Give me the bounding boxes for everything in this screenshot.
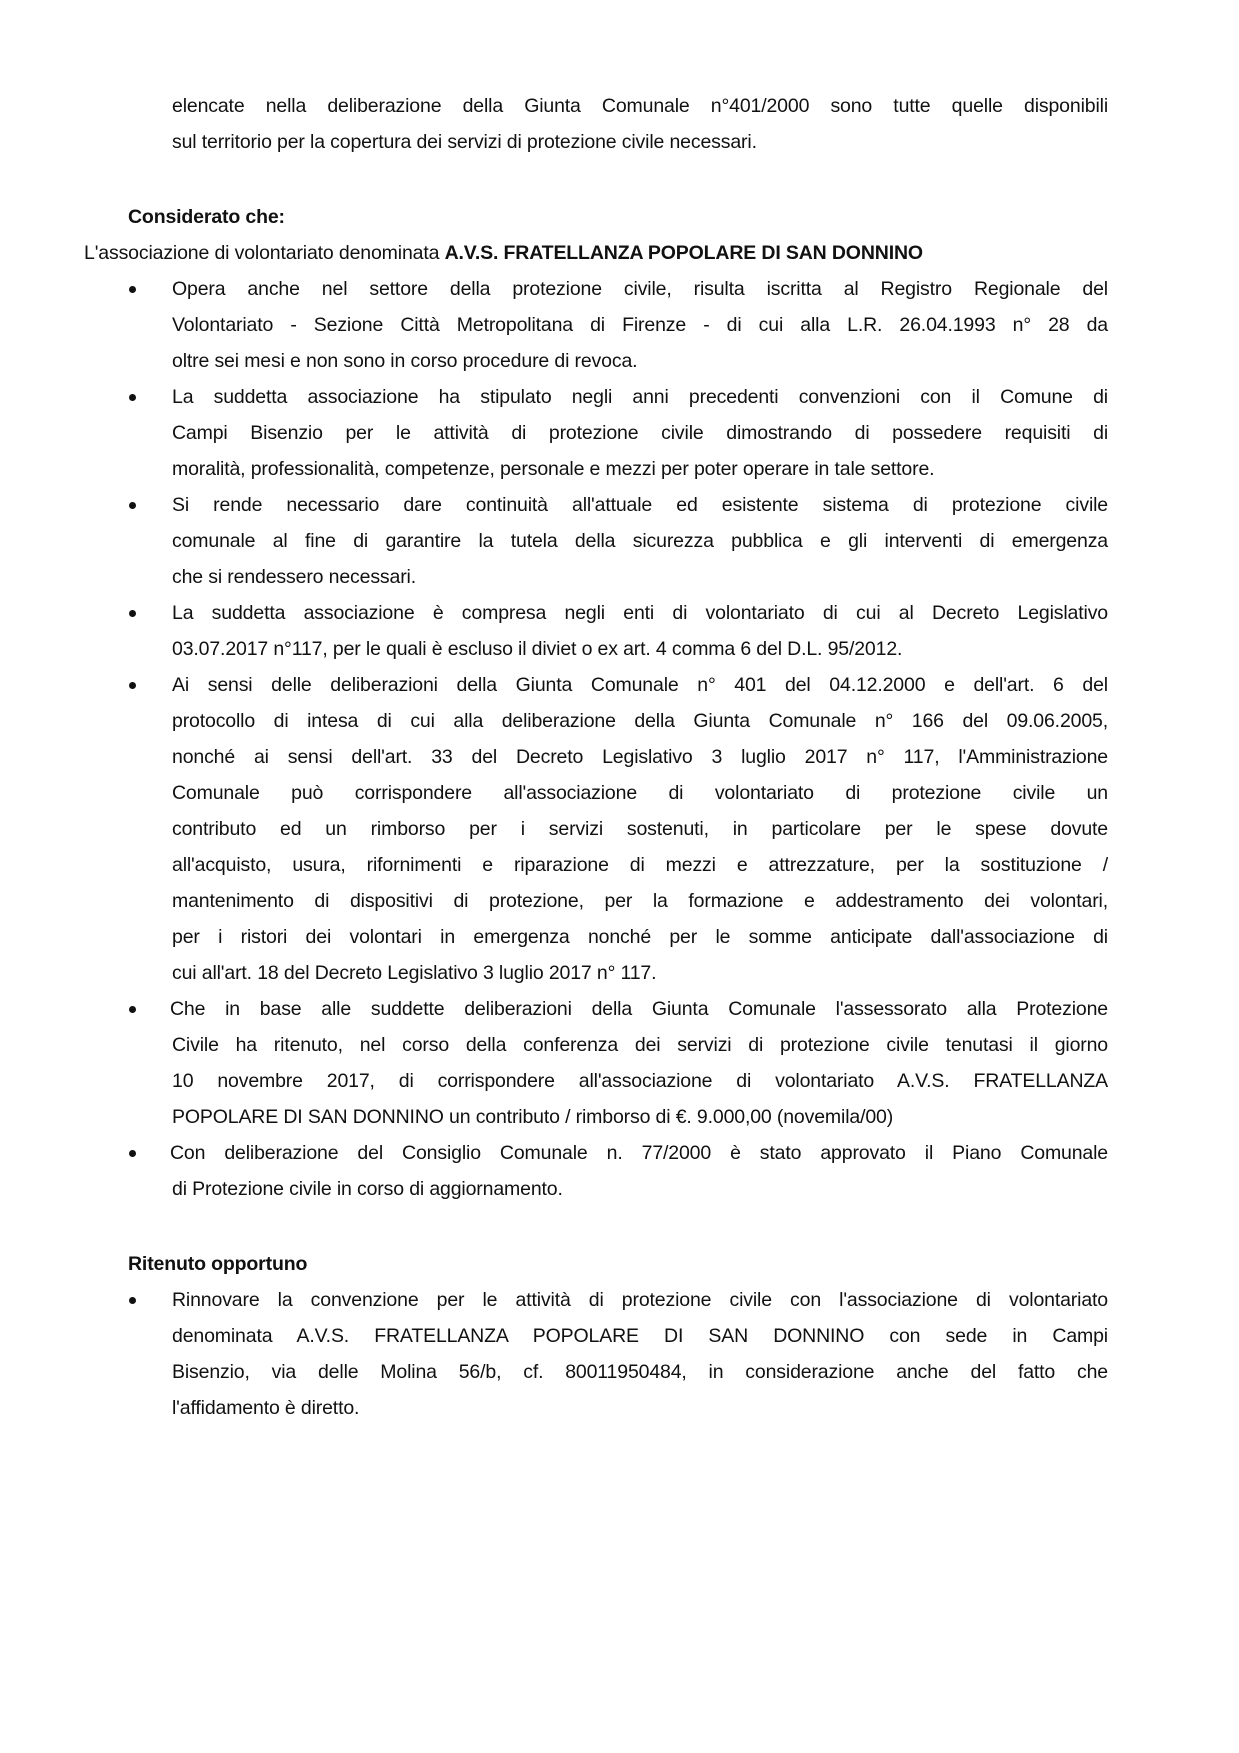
section-heading-ritenuto: Ritenuto opportuno <box>128 1253 308 1275</box>
list-item-line: 03.07.2017 n°117, per le quali è escluso il diviet o ex art. 4 comma 6 del D.L. 95/2012. <box>172 638 903 660</box>
bullet-icon <box>129 610 136 617</box>
list-item-line: contributo ed un rimborso per i servizi sostenuti, in particolare per le spese dovute <box>172 818 1108 840</box>
list-item-line: mantenimento di dispositivi di protezione, per la formazione e addestramento dei volontari, <box>172 890 1108 912</box>
list-item-line: moralità, professionalità, competenze, personale e mezzi per poter operare in tale settore. <box>172 458 935 480</box>
list-item-line: La suddetta associazione è compresa negli enti di volontariato di cui al Decreto Legislativo <box>172 602 1108 624</box>
bullet-icon <box>129 1150 136 1157</box>
list-item-line: per i ristori dei volontari in emergenza nonché per le somme anticipate dall'associazione di <box>172 926 1108 948</box>
list-item-line: che si rendessero necessari. <box>172 566 417 588</box>
list-item-line: comunale al fine di garantire la tutela della sicurezza pubblica e gli interventi di emergenza <box>172 530 1108 552</box>
section-heading-considerato: Considerato che: <box>128 206 285 228</box>
list-item-line: Bisenzio, via delle Molina 56/b, cf. 80011950484, in considerazione anche del fatto che <box>172 1361 1108 1383</box>
considerato-lead <box>84 241 923 265</box>
list-item-line: cui all'art. 18 del Decreto Legislativo 3 luglio 2017 n° 117. <box>172 962 657 984</box>
bullet-icon <box>129 682 136 689</box>
list-item-line: Con deliberazione del Consiglio Comunale n. 77/2000 è stato approvato il Piano Comunale <box>170 1142 1108 1164</box>
list-item-line: denominata A.V.S. FRATELLANZA POPOLARE DI SAN DONNINO con sede in Campi <box>172 1325 1108 1347</box>
intro-line: elencate nella deliberazione della Giunta Comunale n°401/2000 sono tutte quelle disponibili <box>172 95 1108 117</box>
list-item-line: protocollo di intesa di cui alla deliberazione della Giunta Comunale n° 166 del 09.06.2005, <box>172 710 1108 732</box>
bullet-icon <box>129 286 136 293</box>
list-item-line: di Protezione civile in corso di aggiornamento. <box>172 1178 563 1200</box>
association-name: A.V.S. FRATELLANZA POPOLARE DI SAN DONNINO <box>444 242 923 264</box>
list-item-line: all'acquisto, usura, rifornimenti e riparazione di mezzi e attrezzature, per la sostituzione / <box>172 854 1108 876</box>
bullet-icon <box>129 394 136 401</box>
list-item-line: Civile ha ritenuto, nel corso della conferenza dei servizi di protezione civile tenutasi il giorno <box>172 1034 1108 1056</box>
list-item-line: Si rende necessario dare continuità all'attuale ed esistente sistema di protezione civile <box>172 494 1108 516</box>
lead-text: L'associazione di volontariato denominata <box>84 242 445 264</box>
list-item-line: Comunale può corrispondere all'associazione di volontariato di protezione civile un <box>172 782 1108 804</box>
list-item-line: Volontariato - Sezione Città Metropolitana di Firenze - di cui alla L.R. 26.04.1993 n° 28 da <box>172 314 1108 336</box>
bullet-icon <box>129 502 136 509</box>
list-item-line: Che in base alle suddette deliberazioni della Giunta Comunale l'assessorato alla Protezione <box>170 998 1108 1020</box>
list-item-line: La suddetta associazione ha stipulato negli anni precedenti convenzioni con il Comune di <box>172 386 1108 408</box>
list-item-line: Rinnovare la convenzione per le attività di protezione civile con l'associazione di volontariato <box>172 1289 1108 1311</box>
bullet-icon <box>129 1297 136 1304</box>
list-item-line: Campi Bisenzio per le attività di protezione civile dimostrando di possedere requisiti di <box>172 422 1108 444</box>
list-item-line: POPOLARE DI SAN DONNINO un contributo / rimborso di €. 9.000,00 (novemila/00) <box>172 1106 894 1128</box>
list-item-line: oltre sei mesi e non sono in corso procedure di revoca. <box>172 350 638 372</box>
list-item-line: Opera anche nel settore della protezione civile, risulta iscritta al Registro Regionale del <box>172 278 1108 300</box>
list-item-line: nonché ai sensi dell'art. 33 del Decreto Legislativo 3 luglio 2017 n° 117, l'Amministrazione <box>172 746 1108 768</box>
list-item-line: l'affidamento è diretto. <box>172 1397 360 1419</box>
list-item-line: Ai sensi delle deliberazioni della Giunta Comunale n° 401 del 04.12.2000 e dell'art. 6 del <box>172 674 1108 696</box>
list-item-line: 10 novembre 2017, di corrispondere all'associazione di volontariato A.V.S. FRATELLANZA <box>172 1070 1108 1092</box>
intro-line: sul territorio per la copertura dei servizi di protezione civile necessari. <box>172 131 757 153</box>
bullet-icon <box>129 1006 136 1013</box>
